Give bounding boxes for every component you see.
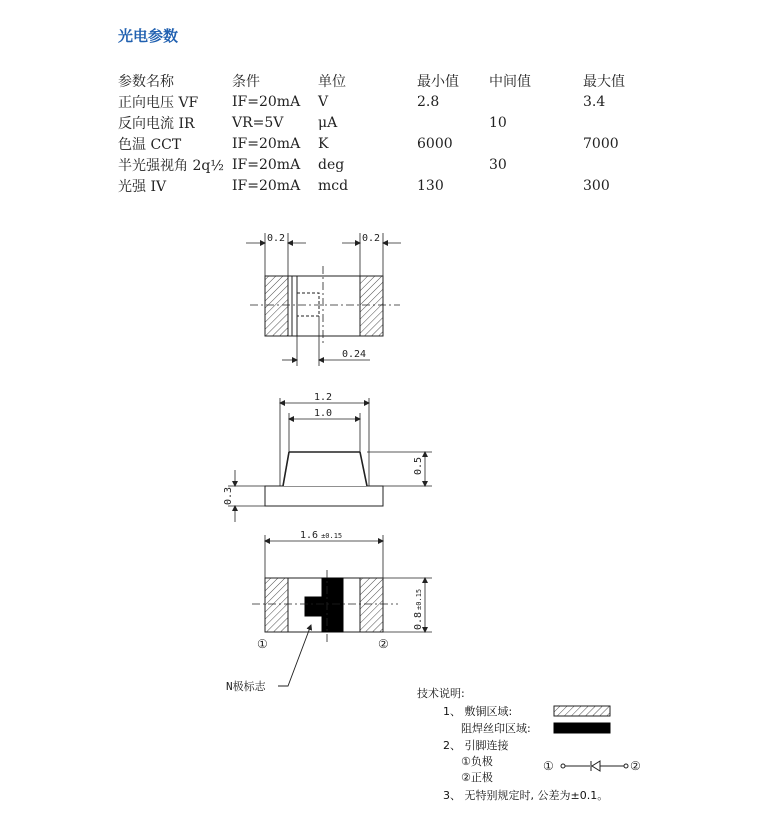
dim-label-0.2-right: 0.2	[362, 233, 381, 244]
cell: 色温 CCT	[118, 136, 182, 153]
dim-label-1.6	[300, 530, 342, 541]
cell: 3.4	[583, 93, 606, 110]
dim-label-0.3: 0.3	[223, 486, 234, 505]
note-pin-connection: 2、 引脚连接	[443, 739, 509, 752]
dim-label-0.8	[413, 589, 424, 630]
cell: VR=5V	[232, 114, 284, 131]
header-typ: 中间值	[489, 73, 531, 90]
top-view	[246, 233, 401, 366]
note-tolerance: 3、 无特别规定时, 公差为±0.1。	[443, 789, 609, 802]
cell: K	[318, 135, 329, 152]
cell: mcd	[318, 177, 349, 194]
bottom-view	[252, 535, 432, 686]
dim-tol-0.8: ±0.15	[415, 588, 423, 610]
page-title: 光电参数	[118, 27, 179, 45]
cell: 2.8	[417, 93, 440, 110]
note-positive: ②正极	[461, 771, 493, 784]
header-min: 最小值	[417, 73, 459, 90]
cell: 7000	[583, 135, 619, 152]
n-polarity-mark-label: N极标志	[226, 680, 266, 693]
cell: IF=20mA	[232, 135, 301, 152]
cell: 130	[417, 177, 444, 194]
dim-tol-1.6: ±0.15	[321, 532, 343, 540]
cell: IF=20mA	[232, 156, 301, 173]
cell: 半光强视角 2q½	[118, 157, 224, 174]
cell: 反向电流 IR	[118, 115, 195, 132]
dim-label-1.0: 1.0	[314, 408, 333, 419]
note-copper-area: 1、 敷铜区域:	[443, 705, 513, 718]
cell: 正向电压 VF	[118, 94, 199, 111]
header-condition: 条件	[232, 73, 260, 90]
note-negative: ①负极	[461, 755, 493, 768]
cell: deg	[318, 156, 345, 173]
notes-heading: 技术说明:	[417, 687, 465, 700]
cell: 300	[583, 177, 610, 194]
header-max: 最大值	[583, 73, 625, 90]
cell: IF=20mA	[232, 93, 301, 110]
cell: 10	[489, 114, 507, 131]
header-unit: 单位	[318, 73, 346, 90]
pin2-marker: ②	[378, 637, 389, 651]
dim-label-0.5: 0.5	[413, 456, 424, 475]
dim-value-1.6: 1.6	[300, 530, 319, 541]
dim-label-1.2: 1.2	[314, 392, 333, 403]
pin1-marker: ①	[257, 637, 268, 651]
diode-symbol-pin2: ②	[630, 759, 641, 773]
cell: V	[318, 93, 329, 110]
cell: 6000	[417, 135, 453, 152]
dim-value-0.8: 0.8	[413, 611, 424, 630]
cell: μA	[318, 114, 338, 131]
dim-label-0.24: 0.24	[342, 349, 367, 360]
cell: 30	[489, 156, 507, 173]
diode-symbol-pin1: ①	[543, 759, 554, 773]
note-solder-mask-area: 阻焊丝印区域:	[461, 722, 531, 735]
dim-label-0.2-left: 0.2	[267, 233, 286, 244]
cell: IF=20mA	[232, 177, 301, 194]
notes-legend	[554, 706, 628, 771]
header-param-name: 参数名称	[118, 73, 174, 90]
cell: 光强 IV	[118, 178, 167, 195]
